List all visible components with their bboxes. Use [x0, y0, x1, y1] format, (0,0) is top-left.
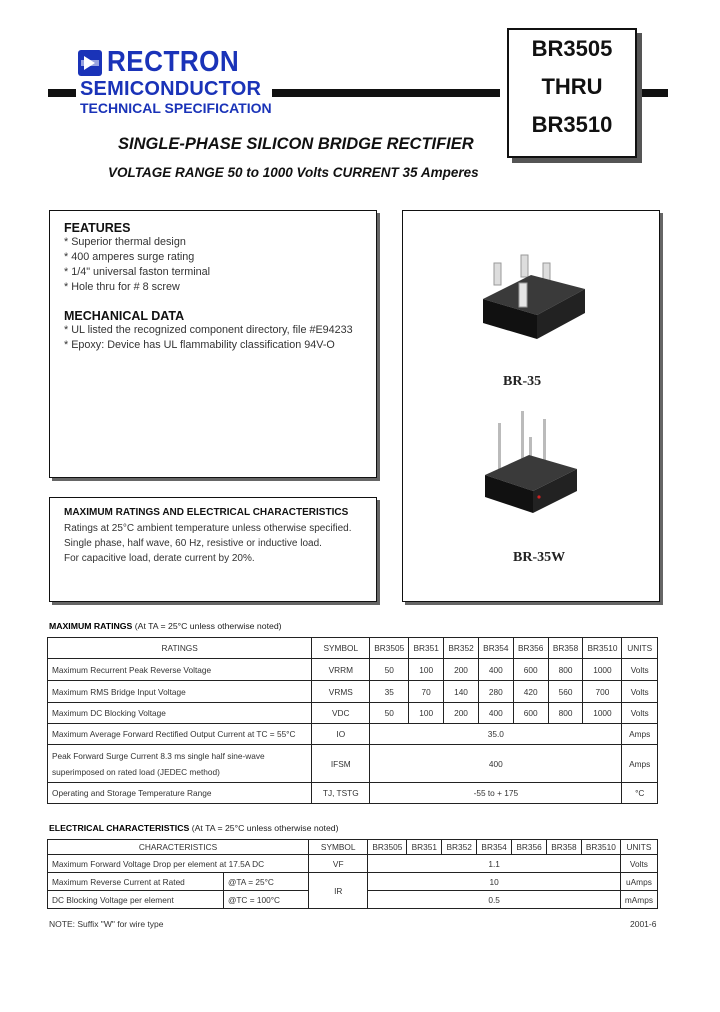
feature-item: * Hole thru for # 8 screw	[64, 281, 180, 293]
ratings-note: Ratings at 25°C ambient temperature unless otherwise specified.	[64, 523, 352, 534]
table-header-row	[48, 840, 658, 855]
row-label: Maximum Average Forward Rectified Output Current at TC = 55°C	[48, 724, 312, 745]
mechanical-title: MECHANICAL DATA	[64, 309, 185, 323]
row-symbol: VRMS	[312, 681, 370, 703]
row-value: 560	[548, 681, 583, 703]
package-illustration	[403, 211, 659, 601]
row-symbol: TJ, TSTG	[312, 783, 370, 804]
tech-spec-label: TECHNICAL SPECIFICATION	[80, 100, 272, 116]
table-header: BR3505	[370, 638, 409, 659]
row-value: 1000	[583, 703, 622, 724]
row-label: Operating and Storage Temperature Range	[48, 783, 312, 804]
row-value: 200	[444, 659, 479, 681]
row-value: 50	[370, 659, 409, 681]
row-symbol: VRRM	[312, 659, 370, 681]
row-value: 400	[478, 659, 513, 681]
row-value: 140	[444, 681, 479, 703]
elec-char-heading: ELECTRICAL CHARACTERISTICS (At TA = 25°C unless otherwise noted)	[49, 823, 339, 833]
row-value: 200	[444, 703, 479, 724]
semiconductor-label: SEMICONDUCTOR	[80, 78, 262, 100]
br35w-package-image	[485, 411, 577, 513]
row-value: 10	[368, 873, 621, 891]
row-value: 100	[409, 659, 444, 681]
row-value: 1.1	[368, 855, 621, 873]
elec-char-table	[47, 839, 658, 909]
header-bar-right	[642, 89, 668, 97]
table-header: BR358	[548, 638, 583, 659]
table-header: BR354	[477, 840, 512, 855]
row-label: Maximum DC Blocking Voltage	[48, 703, 312, 724]
row-label: Maximum Recurrent Peak Reverse Voltage	[48, 659, 312, 681]
row-value: 35	[370, 681, 409, 703]
features-title: FEATURES	[64, 221, 131, 235]
brand-name: RECTRON	[107, 46, 240, 78]
table-header: RATINGS	[48, 638, 312, 659]
table-header: SYMBOL	[309, 840, 368, 855]
row-symbol: IR	[309, 873, 368, 909]
table-row	[48, 724, 658, 745]
table-header: BR356	[512, 840, 547, 855]
row-label: Peak Forward Surge Current 8.3 ms single half sine-wave superimposed on rated load (JEDEC method)	[48, 745, 312, 783]
rectron-logo-icon	[78, 50, 102, 76]
row-unit: Volts	[622, 703, 658, 724]
br35-package-image	[483, 255, 585, 339]
table-header: SYMBOL	[312, 638, 370, 659]
table-header-row	[48, 638, 658, 659]
package-label-br35: BR-35	[503, 374, 542, 389]
table-header: BR3505	[368, 840, 407, 855]
ratings-description-box	[49, 497, 377, 602]
table-row	[48, 703, 658, 724]
table-header: BR351	[407, 840, 442, 855]
row-value: 0.5	[368, 891, 621, 909]
row-symbol: VF	[309, 855, 368, 873]
row-symbol: VDC	[312, 703, 370, 724]
table-row	[48, 659, 658, 681]
feature-item: * Superior thermal design	[64, 236, 186, 248]
row-value: -55 to + 175	[370, 783, 622, 804]
ratings-note: For capacitive load, derate current by 20%.	[64, 553, 255, 564]
row-value: 420	[513, 681, 548, 703]
row-unit: Amps	[622, 724, 658, 745]
ratings-note: Single phase, half wave, 60 Hz, resistive or inductive load.	[64, 538, 322, 549]
row-value: 100	[409, 703, 444, 724]
table-header: BR356	[513, 638, 548, 659]
features-box	[49, 210, 377, 478]
table-row	[48, 681, 658, 703]
logo	[78, 46, 254, 79]
ratings-box-title: MAXIMUM RATINGS AND ELECTRICAL CHARACTERISTICS	[64, 507, 349, 518]
table-header: BR352	[444, 638, 479, 659]
row-value: 400	[370, 745, 622, 783]
footer-date: 2001-6	[630, 919, 657, 929]
package-picture-box	[402, 210, 660, 602]
table-row	[48, 873, 658, 891]
row-unit: Amps	[622, 745, 658, 783]
table-header: CHARACTERISTICS	[48, 840, 309, 855]
row-value: 50	[370, 703, 409, 724]
table-header: BR354	[478, 638, 513, 659]
part-number-line: BR3505	[531, 36, 613, 61]
table-row	[48, 855, 658, 873]
row-value: 35.0	[370, 724, 622, 745]
row-symbol: IO	[312, 724, 370, 745]
row-label: DC Blocking Voltage per element	[48, 891, 224, 909]
table-header: UNITS	[622, 638, 658, 659]
row-condition: @TA = 25°C	[223, 873, 308, 891]
row-value: 600	[513, 703, 548, 724]
row-symbol: IFSM	[312, 745, 370, 783]
part-number-line: THRU	[541, 74, 603, 99]
row-unit: °C	[622, 783, 658, 804]
row-unit: Volts	[622, 659, 658, 681]
row-value: 70	[409, 681, 444, 703]
row-unit: Volts	[622, 681, 658, 703]
table-row	[48, 745, 658, 783]
row-value: 1000	[583, 659, 622, 681]
page-subtitle: VOLTAGE RANGE 50 to 1000 Volts CURRENT 35 Amperes	[108, 165, 479, 180]
table-header: UNITS	[620, 840, 657, 855]
row-value: 800	[548, 659, 583, 681]
table-header: BR3510	[581, 840, 620, 855]
row-value: 280	[478, 681, 513, 703]
row-unit: mAmps	[620, 891, 657, 909]
footer-note: NOTE: Suffix "W" for wire type	[49, 919, 164, 929]
part-number-line: BR3510	[531, 112, 613, 137]
row-condition: @TC = 100°C	[223, 891, 308, 909]
row-value: 600	[513, 659, 548, 681]
table-header: BR352	[442, 840, 477, 855]
header-bar-middle	[272, 89, 500, 97]
mechanical-item: * UL listed the recognized component directory, file #E94233	[64, 324, 353, 336]
part-number-box	[507, 28, 637, 158]
feature-item: * 1/4" universal faston terminal	[64, 266, 211, 278]
row-label: Maximum Reverse Current at Rated	[48, 873, 224, 891]
max-ratings-heading: MAXIMUM RATINGS (At TA = 25°C unless otherwise noted)	[49, 621, 282, 631]
table-header: BR358	[546, 840, 581, 855]
table-header: BR351	[409, 638, 444, 659]
row-value: 400	[478, 703, 513, 724]
row-label: Maximum Forward Voltage Drop per element at 17.5A DC	[48, 855, 309, 873]
table-row	[48, 783, 658, 804]
row-unit: Volts	[620, 855, 657, 873]
row-unit: uAmps	[620, 873, 657, 891]
row-value: 700	[583, 681, 622, 703]
package-label-br35w: BR-35W	[513, 550, 566, 565]
max-ratings-table	[47, 637, 658, 804]
page-title: SINGLE-PHASE SILICON BRIDGE RECTIFIER	[118, 135, 474, 153]
feature-item: * 400 amperes surge rating	[64, 251, 195, 263]
mechanical-item: * Epoxy: Device has UL flammability classification 94V-O	[64, 339, 335, 351]
header-bar-left	[48, 89, 76, 97]
table-header: BR3510	[583, 638, 622, 659]
row-value: 800	[548, 703, 583, 724]
row-label: Maximum RMS Bridge Input Voltage	[48, 681, 312, 703]
